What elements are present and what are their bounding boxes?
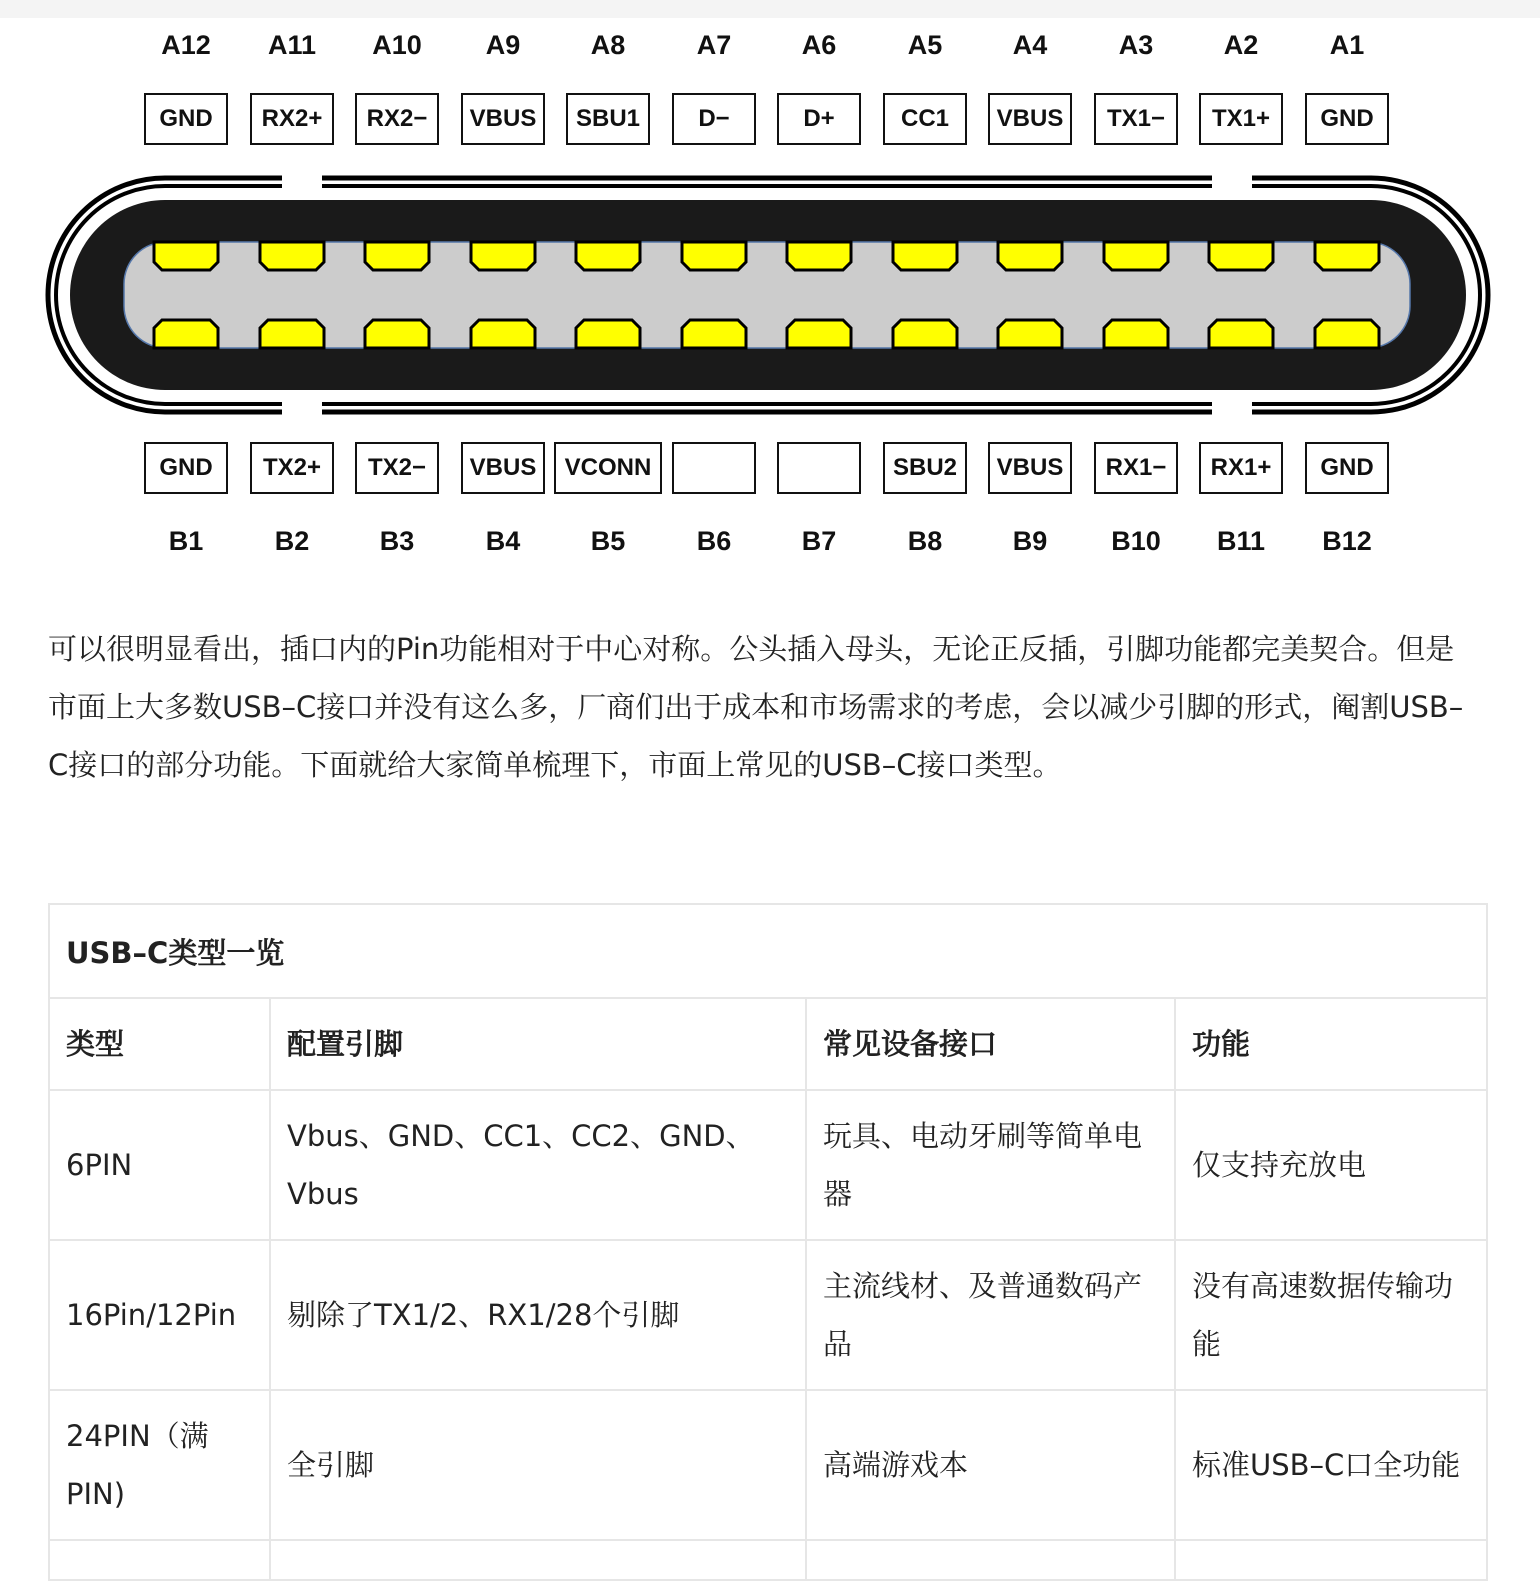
upper-contact [998,242,1062,270]
bottom-pin-name: VCONN [554,442,662,494]
table-row-empty [50,1540,1486,1579]
header-pins: 配置引脚 [270,999,806,1090]
top-pin-name: TX1+ [1199,93,1283,145]
header-devices: 常见设备接口 [806,999,1175,1090]
bottom-pin-name: TX2+ [250,442,334,494]
top-pin-number: A2 [1223,30,1259,60]
top-pin-name: TX1− [1094,93,1178,145]
bottom-pin-number: B1 [168,526,204,556]
bottom-pin-number: B2 [274,526,310,556]
cell-pins: 剔除了TX1/2、RX1/28个引脚 [270,1240,806,1390]
bottom-pin-name [777,442,861,494]
bottom-pin-number: B11 [1216,526,1266,556]
cell-type: 6PIN [50,1090,270,1240]
table-row [50,1390,1486,1540]
top-pin-number: A8 [590,30,626,60]
table-header-row [50,999,1486,1090]
top-pin-number: A6 [801,30,837,60]
cell-devices: 主流线材、及普通数码产品 [806,1240,1175,1390]
table-row [50,1240,1486,1390]
upper-contact [260,242,324,270]
lower-contact [998,320,1062,348]
top-pin-name: GND [144,93,228,145]
types-table [50,999,1486,1579]
bottom-pin-number: B9 [1012,526,1048,556]
bottom-pin-number: B12 [1322,526,1372,556]
bottom-pin-name: VBUS [988,442,1072,494]
upper-contact [365,242,429,270]
bottom-pin-name: VBUS [461,442,545,494]
upper-contact [1315,242,1379,270]
bottom-pin-name [672,442,756,494]
lower-contact [682,320,746,348]
table-row [50,1090,1486,1240]
cell-function: 标准USB–C口全功能 [1175,1390,1486,1540]
upper-contact [576,242,640,270]
top-pin-name: RX2− [355,93,439,145]
bottom-pin-number: B8 [907,526,943,556]
bottom-pin-name: SBU2 [883,442,967,494]
bottom-pin-number: B10 [1111,526,1161,556]
top-pin-name: D− [672,93,756,145]
top-pin-number: A4 [1012,30,1048,60]
top-pin-number: A1 [1329,30,1365,60]
top-pin-name: RX2+ [250,93,334,145]
lower-contact [787,320,851,348]
top-pin-name: SBU1 [566,93,650,145]
upper-contact [1104,242,1168,270]
cell-type: 24PIN（满PIN) [50,1390,270,1540]
top-pin-number: A11 [267,30,317,60]
top-pin-number: A3 [1118,30,1154,60]
cell-devices: 玩具、电动牙刷等简单电器 [806,1090,1175,1240]
bottom-pin-name: GND [1305,442,1389,494]
bottom-pin-number: B5 [590,526,626,556]
cell-function: 仅支持充放电 [1175,1090,1486,1240]
top-pin-number: A10 [372,30,422,60]
bottom-pin-number: B6 [696,526,732,556]
cell-pins: Vbus、GND、CC1、CC2、GND、Vbus [270,1090,806,1240]
top-pin-name: VBUS [988,93,1072,145]
cell-devices: 高端游戏本 [806,1390,1175,1540]
lower-contact [893,320,957,348]
lower-contact [576,320,640,348]
usb-c-pinout-diagram [0,18,1540,578]
description-paragraph: 可以很明显看出，插口内的Pin功能相对于中心对称。公头插入母头，无论正反插，引脚功能都完美契合。但是市面上大多数USB–C接口并没有这么多，厂商们出于成本和市场需求的考虑，会以减少引脚的形式，阉割USB–C接口的部分功能。下面就给大家简单梳理下，市面上常见的USB–C接口类型。 [48,632,1464,782]
lower-contact [1104,320,1168,348]
table-caption: USB–C类型一览 [50,905,1486,999]
upper-contact [154,242,218,270]
bottom-pin-number: B4 [485,526,521,556]
upper-contact [682,242,746,270]
upper-contact [1209,242,1273,270]
bottom-pin-name: TX2− [355,442,439,494]
upper-contact [471,242,535,270]
bottom-pin-name: GND [144,442,228,494]
usb-c-types-table [48,903,1488,1581]
top-pin-name: CC1 [883,93,967,145]
lower-contact [260,320,324,348]
bottom-pin-name: RX1+ [1199,442,1283,494]
cell-pins: 全引脚 [270,1390,806,1540]
upper-contact [893,242,957,270]
header-type: 类型 [50,999,270,1090]
lower-contact [154,320,218,348]
lower-contact [471,320,535,348]
bottom-pin-number: B7 [801,526,837,556]
top-pin-number: A9 [485,30,521,60]
lower-contact [365,320,429,348]
top-pin-number: A12 [161,30,211,60]
bottom-pin-name: RX1− [1094,442,1178,494]
header-function: 功能 [1175,999,1486,1090]
top-pin-number: A5 [907,30,943,60]
top-pin-name: VBUS [461,93,545,145]
top-band [0,0,1540,18]
cell-function: 没有高速数据传输功能 [1175,1240,1486,1390]
bottom-pin-number: B3 [379,526,415,556]
upper-contact [787,242,851,270]
lower-contact [1315,320,1379,348]
top-pin-name: D+ [777,93,861,145]
cell-type: 16Pin/12Pin [50,1240,270,1390]
top-pin-name: GND [1305,93,1389,145]
lower-contact [1209,320,1273,348]
top-pin-number: A7 [696,30,732,60]
